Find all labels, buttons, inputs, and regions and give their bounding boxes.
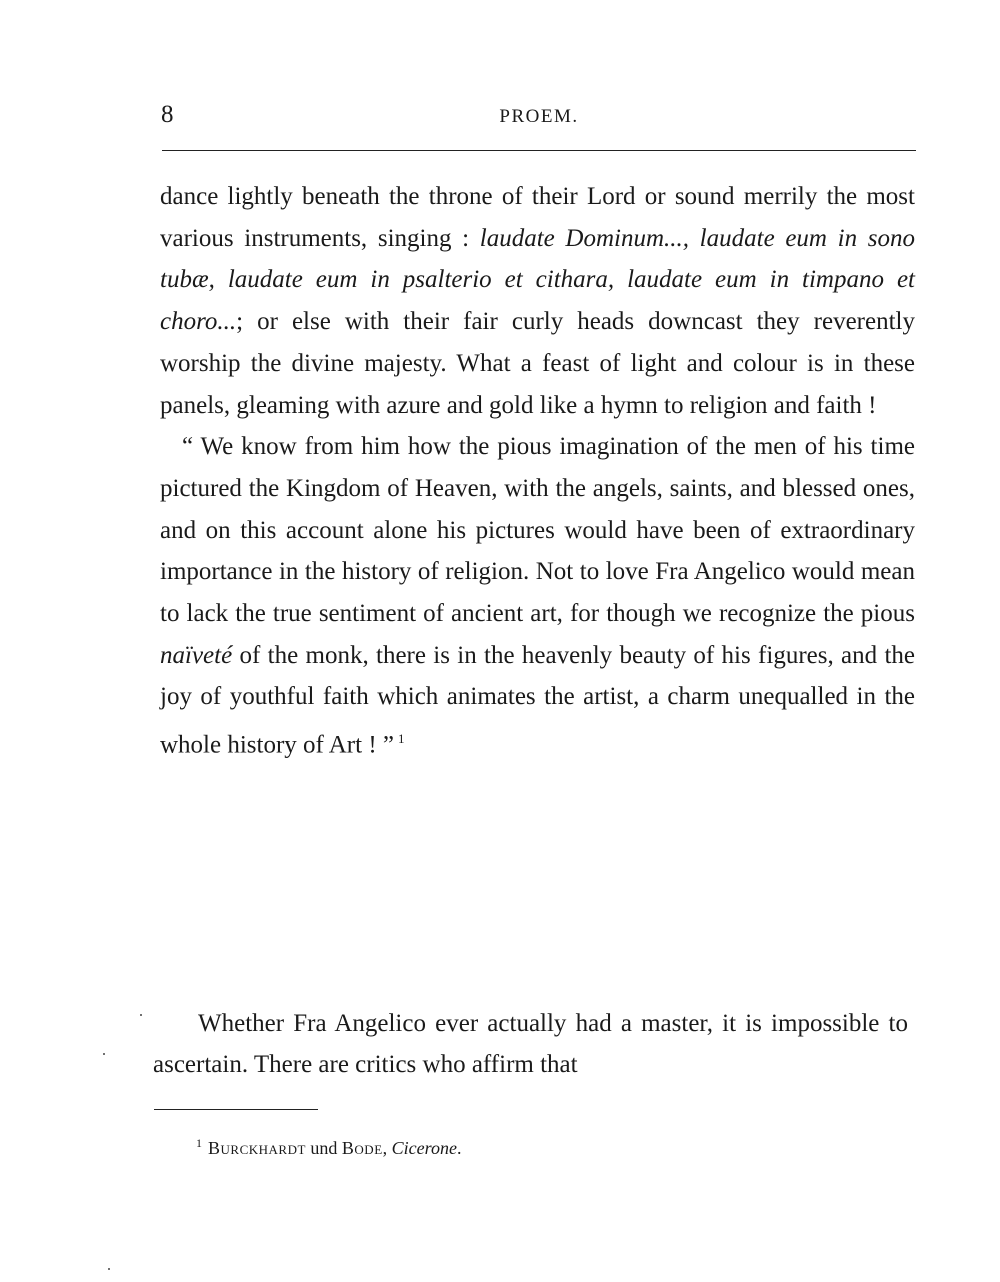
italic-word: naïveté bbox=[160, 641, 233, 669]
page-number: 8 bbox=[161, 101, 174, 128]
paragraph-2 bbox=[160, 426, 915, 766]
body-text bbox=[160, 176, 915, 766]
paragraph-2-text-b: of the monk, there is in the heavenly beauty of his figures, and the joy of youthful faith which animates the artist, a charm unequalled in the whole history of Art ! ” bbox=[160, 641, 915, 759]
scan-speck bbox=[140, 1014, 142, 1016]
paragraph-2-text-a: “ We know from him how the pious imagination of the men of his time pictured the Kingdom of Heaven, with the angels, saints, and blessed ones, and on this account alone his pictures would have been of extraordinary importance in the history of religion. Not to love Fra Angelico would mean to lack the true sentiment of ancient art, for though we recognize the pious bbox=[160, 433, 915, 628]
footnote-end: . bbox=[456, 1138, 462, 1158]
footnote-marker: 1 bbox=[196, 1136, 202, 1150]
latin-quotation: laudate Dominum..., laudate eum in sono tubæ, laudate eum in psalterio et cithara, laudate eum in timpano et choro... bbox=[160, 224, 915, 336]
footnote bbox=[196, 1136, 461, 1159]
running-head: PROEM. bbox=[499, 106, 579, 127]
paragraph-3: Whether Fra Angelico ever actually had a master, it is impossible to ascertain. There are critics who affirm that bbox=[153, 1010, 908, 1078]
footnote-author-2: Bode bbox=[341, 1138, 383, 1158]
footnote-conjunction: und bbox=[305, 1138, 342, 1158]
paragraph-1-text-b: ; or else with their fair curly heads downcast they reverently worship the divine majesty. What a feast of light and colour is in these panels, gleaming with azure and gold like a hymn to religion and faith ! bbox=[160, 308, 915, 419]
paragraph-1 bbox=[160, 176, 915, 426]
footnote-separator: , bbox=[382, 1138, 392, 1158]
scan-speck bbox=[103, 1053, 105, 1055]
footnote-author-1: Burckhardt bbox=[208, 1138, 306, 1158]
header-rule bbox=[162, 150, 916, 151]
footnote-reference: 1 bbox=[397, 731, 405, 747]
footnote-rule bbox=[154, 1109, 318, 1110]
scan-speck bbox=[108, 1268, 110, 1270]
footnote-title: Cicerone bbox=[391, 1138, 457, 1158]
paragraph-1-text-a: dance lightly beneath the throne of their Lord or sound merrily the most various instruments, singing : bbox=[160, 183, 915, 252]
